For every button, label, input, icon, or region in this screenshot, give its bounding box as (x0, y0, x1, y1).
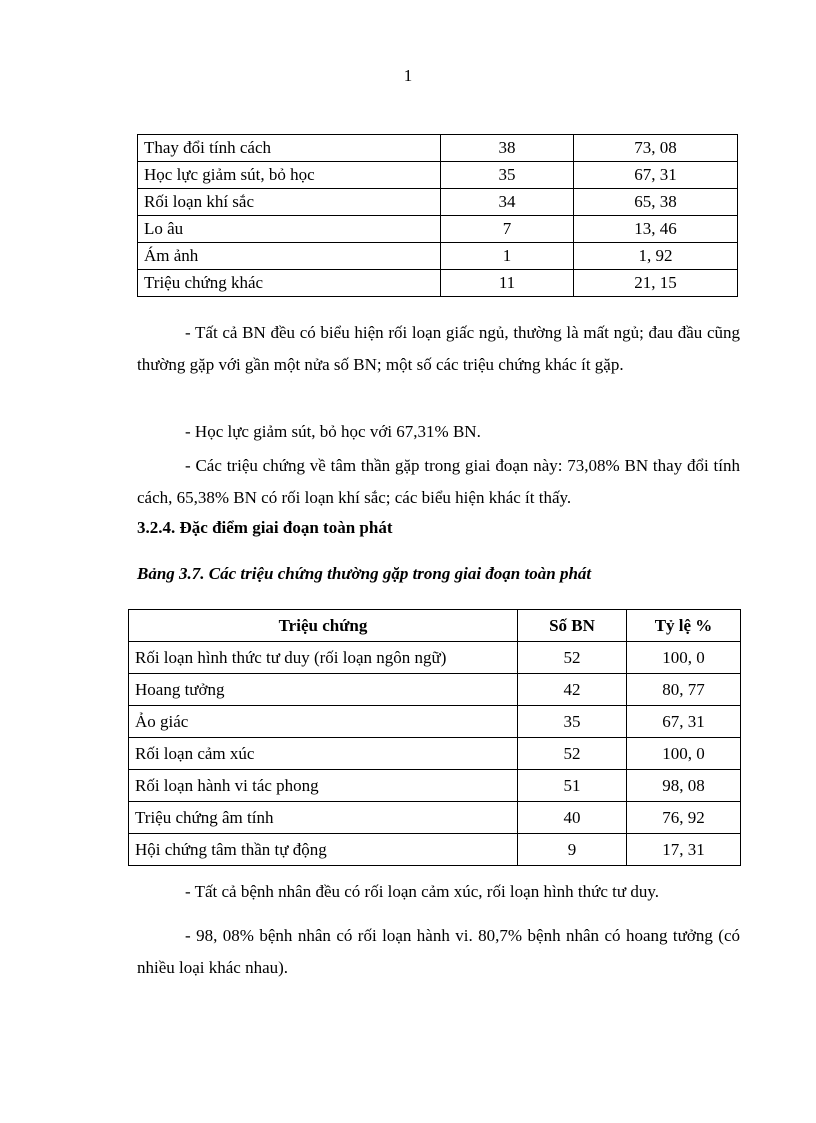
symptom-cell: Ám ảnh (138, 243, 441, 270)
count-cell: 11 (441, 270, 574, 297)
table-row (129, 802, 741, 834)
percent-cell: 100, 0 (627, 642, 741, 674)
symptom-cell: Học lực giảm sút, bỏ học (138, 162, 441, 189)
paragraph-academic-decline: - Học lực giảm sút, bỏ học với 67,31% BN. (185, 422, 481, 441)
symptom-cell: Triệu chứng âm tính (129, 802, 518, 834)
count-cell: 35 (441, 162, 574, 189)
table-row (129, 642, 741, 674)
percent-cell: 17, 31 (627, 834, 741, 866)
count-cell: 52 (518, 642, 627, 674)
table-row (129, 770, 741, 802)
table-row (129, 674, 741, 706)
symptom-cell: Triệu chứng khác (138, 270, 441, 297)
count-cell: 7 (441, 216, 574, 243)
paragraph-psychiatric-symptoms: - Các triệu chứng về tâm thần gặp trong giai đoạn này: 73,08% BN thay đổi tính cách, 65,38% BN có rối loạn khí sắc; các biểu hiện khác ít thấy. (137, 456, 740, 507)
count-cell: 42 (518, 674, 627, 706)
percent-cell: 80, 77 (627, 674, 741, 706)
paragraph-sleep-disorder: - Tất cả BN đều có biểu hiện rối loạn giấc ngủ, thường là mất ngủ; đau đầu cũng thường gặp với gần một nửa số BN; một số các triệu chứng khác ít gặp. (137, 323, 740, 374)
percent-cell: 21, 15 (574, 270, 738, 297)
table-header-row (129, 610, 741, 642)
percent-cell: 67, 31 (627, 706, 741, 738)
header-percent: Tỷ lệ % (627, 610, 741, 642)
table-row (138, 243, 738, 270)
symptom-cell: Rối loạn hình thức tư duy (rối loạn ngôn ngữ) (129, 642, 518, 674)
paragraph-behavior-delusion: - 98, 08% bệnh nhân có rối loạn hành vi. 80,7% bệnh nhân có hoang tưởng (có nhiều loại khác nhau). (137, 926, 740, 977)
symptom-cell: Rối loạn khí sắc (138, 189, 441, 216)
symptom-cell: Ảo giác (129, 706, 518, 738)
symptom-cell: Rối loạn hành vi tác phong (129, 770, 518, 802)
count-cell: 40 (518, 802, 627, 834)
count-cell: 51 (518, 770, 627, 802)
percent-cell: 67, 31 (574, 162, 738, 189)
count-cell: 1 (441, 243, 574, 270)
symptom-cell: Hội chứng tâm thần tự động (129, 834, 518, 866)
count-cell: 9 (518, 834, 627, 866)
table-row (138, 135, 738, 162)
symptom-cell: Thay đổi tính cách (138, 135, 441, 162)
percent-cell: 65, 38 (574, 189, 738, 216)
percent-cell: 100, 0 (627, 738, 741, 770)
count-cell: 34 (441, 189, 574, 216)
paragraph-all-patients: - Tất cả bệnh nhân đều có rối loạn cảm xúc, rối loạn hình thức tư duy. (185, 882, 659, 901)
percent-cell: 98, 08 (627, 770, 741, 802)
symptom-cell: Rối loạn cảm xúc (129, 738, 518, 770)
symptom-table-full-phase (128, 609, 741, 866)
symptom-cell: Lo âu (138, 216, 441, 243)
count-cell: 52 (518, 738, 627, 770)
header-count: Số BN (518, 610, 627, 642)
percent-cell: 76, 92 (627, 802, 741, 834)
table-row (138, 270, 738, 297)
symptom-cell: Hoang tưởng (129, 674, 518, 706)
percent-cell: 73, 08 (574, 135, 738, 162)
table-caption: Bảng 3.7. Các triệu chứng thường gặp trong giai đoạn toàn phát (137, 564, 592, 583)
section-heading: 3.2.4. Đặc điểm giai đoạn toàn phát (137, 518, 393, 537)
count-cell: 38 (441, 135, 574, 162)
percent-cell: 1, 92 (574, 243, 738, 270)
symptom-table-prodromal (137, 134, 738, 297)
count-cell: 35 (518, 706, 627, 738)
table-row (138, 216, 738, 243)
header-symptom: Triệu chứng (129, 610, 518, 642)
table-row (129, 706, 741, 738)
table-row (129, 834, 741, 866)
page-number: 1 (403, 66, 413, 85)
table-row (129, 738, 741, 770)
table-row (138, 189, 738, 216)
table-row (138, 162, 738, 189)
percent-cell: 13, 46 (574, 216, 738, 243)
